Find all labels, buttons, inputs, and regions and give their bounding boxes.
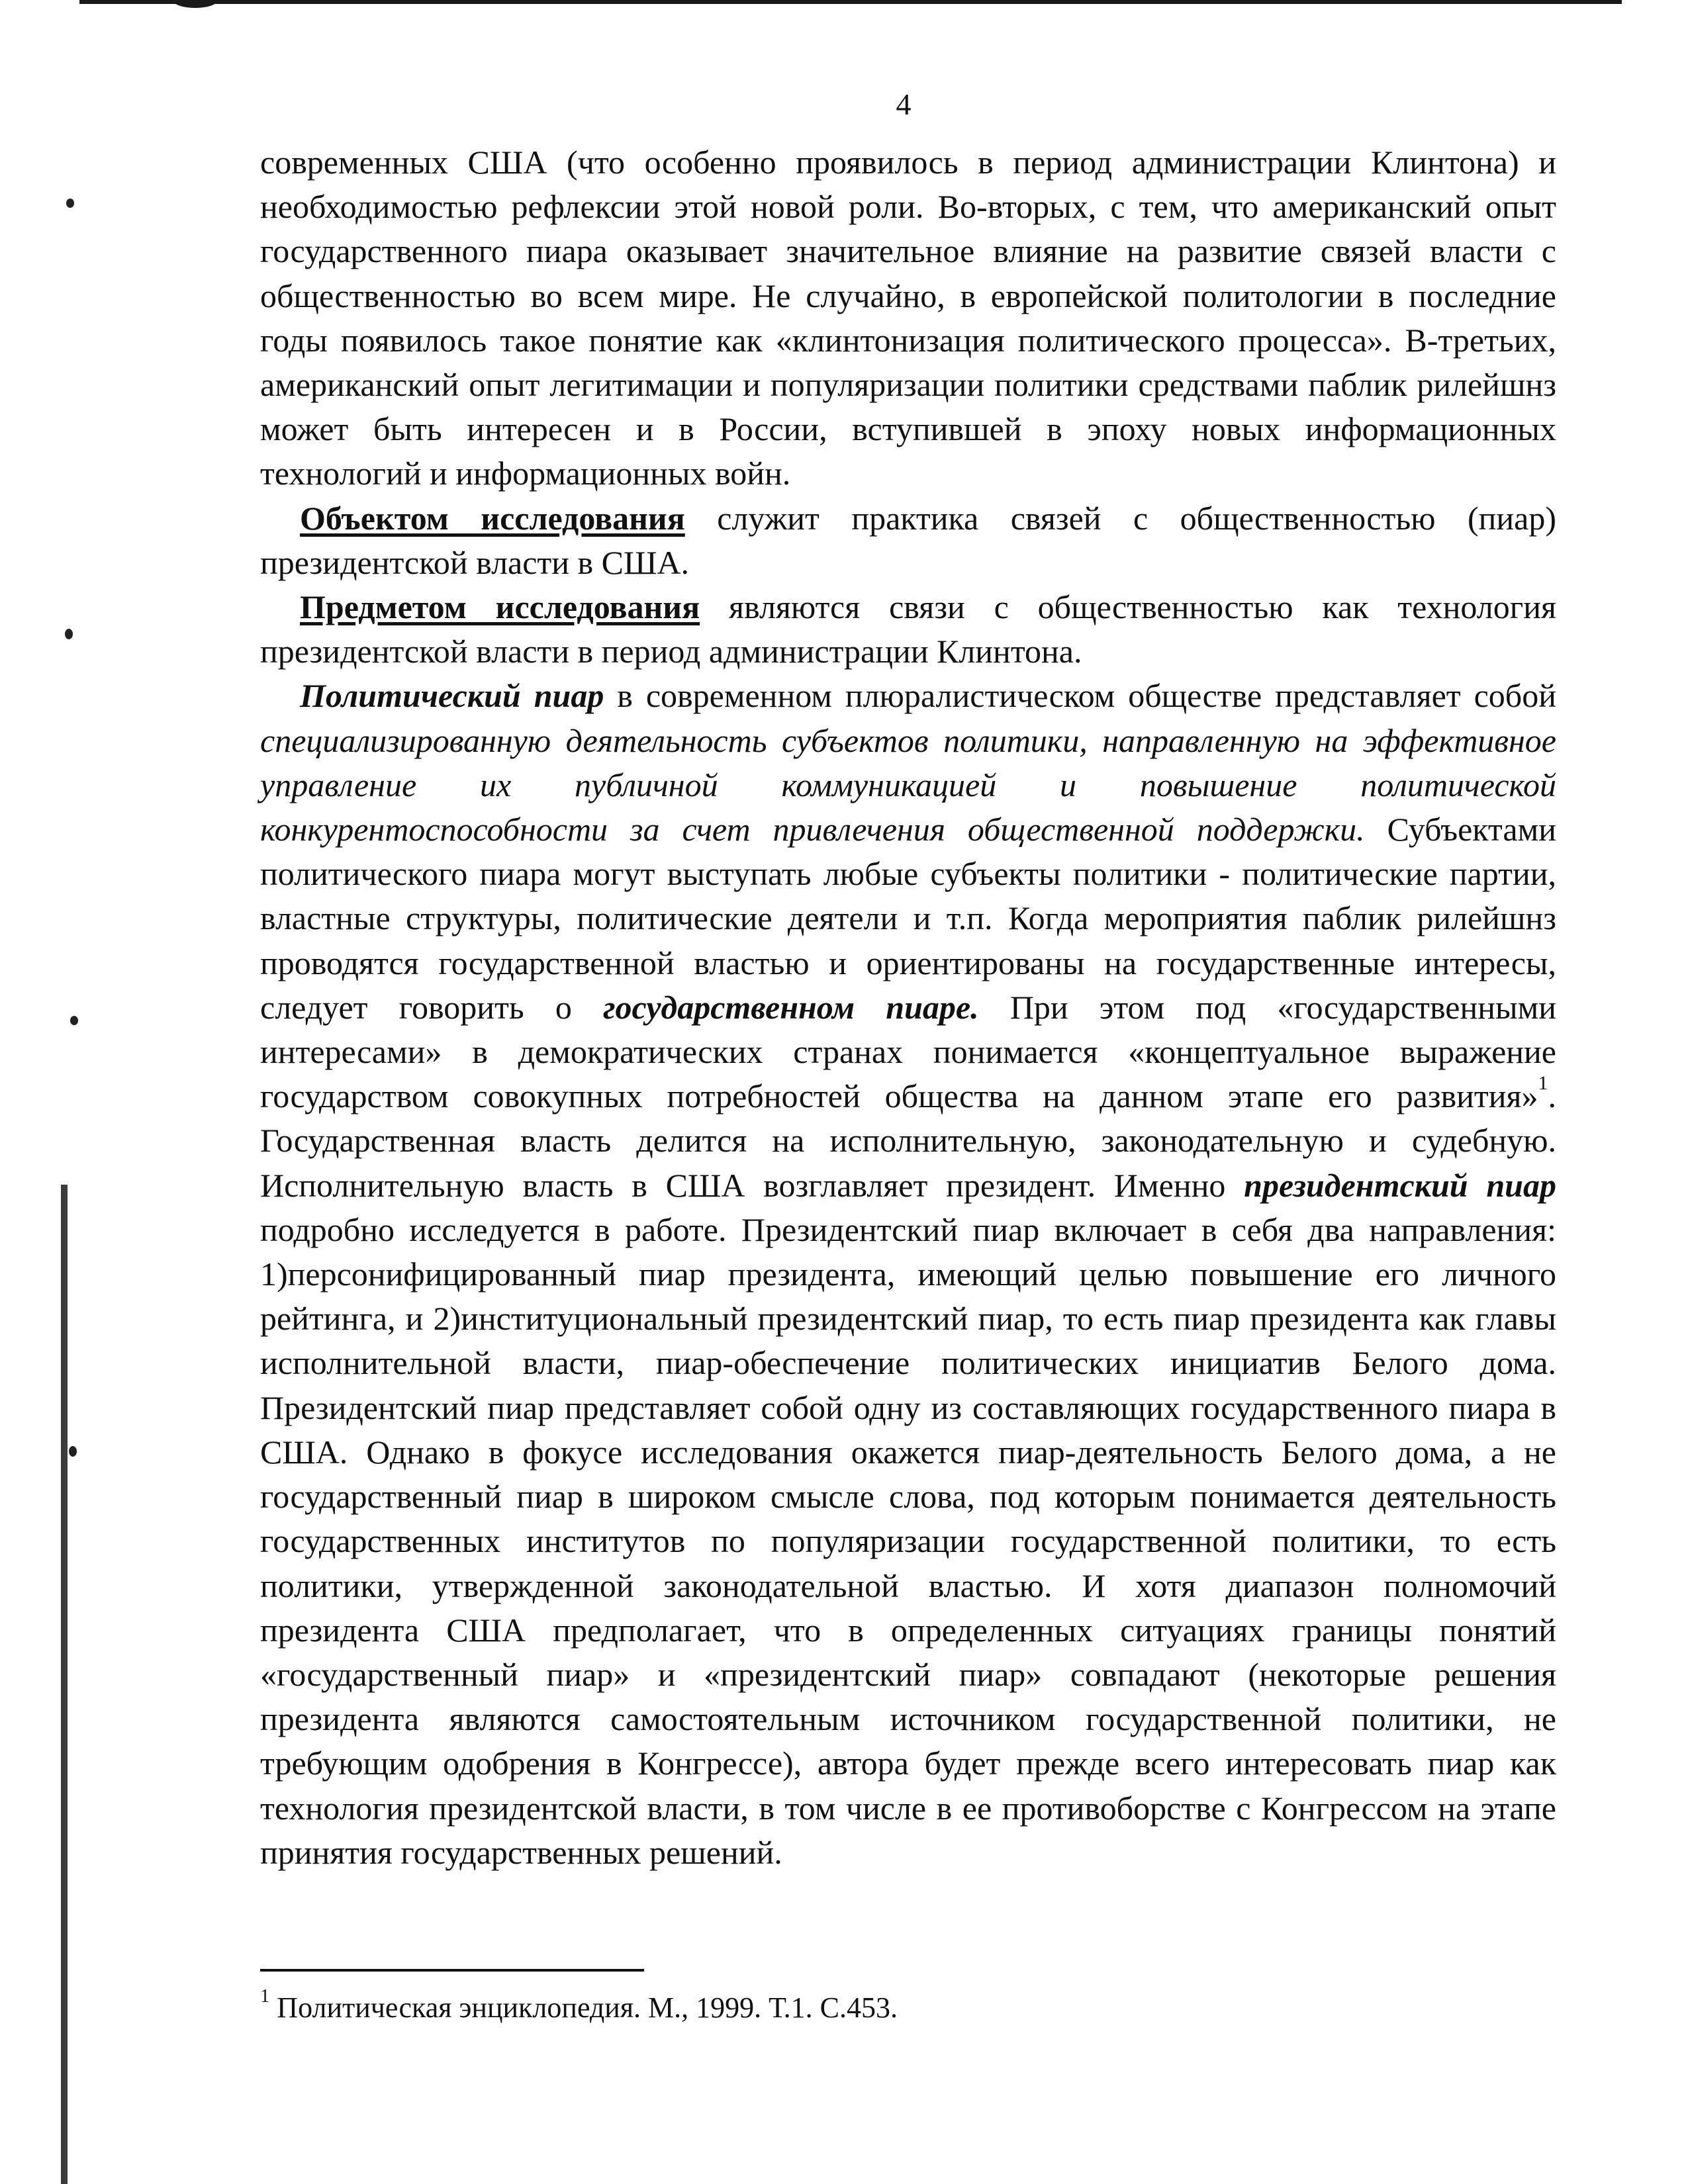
footnote-separator xyxy=(260,1969,644,1972)
scan-left-edge xyxy=(61,1185,68,2184)
intro-paragraph xyxy=(260,140,1556,496)
intro-text: современных США (что особенно проявилось в период администрации Клинтона) и необходимостью рефлексии этой новой роли. Во-вторых, с тем, что американский опыт государственного пиара оказывает значительное влияние на развитие связей власти с общественностью во всем мире. Не случайно, в европейской политологии в последние годы появилось такое понятие как «клинтонизация политического процесса». В-третьих, американский опыт легитимации и популяризации политики средствами паблик рилейшнз может быть интересен и в России, вступившей в эпоху новых информационных технологий и информационных войн. xyxy=(260,144,1556,492)
footnote-reference[interactable]: 1 xyxy=(1538,1072,1548,1095)
definition-italic: специализированную деятельность субъектов политики, направленную на эффективное управление их публичной коммуникацией и повышение политической конкурентоспособности за счет привлечения общественной поддержки. xyxy=(260,721,1556,848)
scan-speck xyxy=(66,199,74,208)
scan-speck xyxy=(65,629,73,639)
presidential-pr-term: президентский пиар xyxy=(1244,1166,1556,1204)
definition-text-2: Субъектами политического пиара могут выступать любые субъекты политики - политические партии, властные структуры, политические деятели и т.п. Когда мероприятия паблик рилейшнз проводятся государственной властью и ориентированы на государственные интересы, следует говорить о xyxy=(260,811,1556,1026)
page-number: 4 xyxy=(896,87,912,121)
scan-speck xyxy=(69,1446,77,1457)
definition-text-1: в современном плюралистическом обществе представляет собой xyxy=(604,677,1556,715)
body-text xyxy=(260,140,1556,1875)
state-pr-term: государственном пиаре. xyxy=(603,988,979,1026)
object-paragraph xyxy=(260,496,1556,585)
definition-paragraph xyxy=(260,674,1556,1874)
definition-text-3: При этом под «государственными интересами» в демократических странах понимается «концептуальное выражение государством совокупных потребностей общества на данном этапе его развития» xyxy=(260,988,1556,1115)
footnote-mark: 1 xyxy=(260,1986,270,2007)
footnote-text: Политическая энциклопедия. М., 1999. Т.1. С.453. xyxy=(269,1991,898,2024)
object-text: служит практика связей с общественностью (пиар) президентской власти в США. xyxy=(260,499,1556,581)
subject-paragraph xyxy=(260,585,1556,674)
definition-text-4: . Государственная власть делится на исполнительную, законодательную и судебную. Исполнительную власть в США возглавляет президент. Именно xyxy=(260,1077,1556,1204)
political-pr-term: Политический пиар xyxy=(300,677,604,715)
footnote xyxy=(260,1986,1452,2027)
scan-top-edge xyxy=(79,0,1622,4)
definition-text-5: подробно исследуется в работе. Президентский пиар включает в себя два направления: 1)персонифицированный пиар президента, имеющий целью повышение его личного рейтинга, и 2)институциональный президентский пиар, то есть пиар президента как главы исполнительной власти, пиар-обеспечение политических инициатив Белого дома. Президентский пиар представляет собой одну из составляющих государственного пиара в США. Однако в фокусе исследования окажется пиар-деятельность Белого дома, а не государственный пиар в широком смысле слова, под которым понимается деятельность государственных институтов по популяризации государственной политики, то есть политики, утвержденной законодательной властью. И хотя диапазон полномочий президента США предполагает, что в определенных ситуациях границы понятий «государственный пиар» и «президентский пиар» совпадают (некоторые решения президента являются самостоятельным источником государственной политики, не требующим одобрения в Конгрессе), автора будет прежде всего интересовать пиар как технология президентской власти, в том числе в ее противоборстве с Конгрессом на этапе принятия государственных решений. xyxy=(260,1210,1556,1871)
scan-top-mark xyxy=(172,0,218,8)
subject-text: являются связи с общественностью как технология президентской власти в период администрации Клинтона. xyxy=(260,588,1556,670)
scan-speck xyxy=(70,1016,78,1025)
object-term: Объектом исследования xyxy=(300,499,685,537)
subject-term: Предметом исследования xyxy=(300,588,700,626)
